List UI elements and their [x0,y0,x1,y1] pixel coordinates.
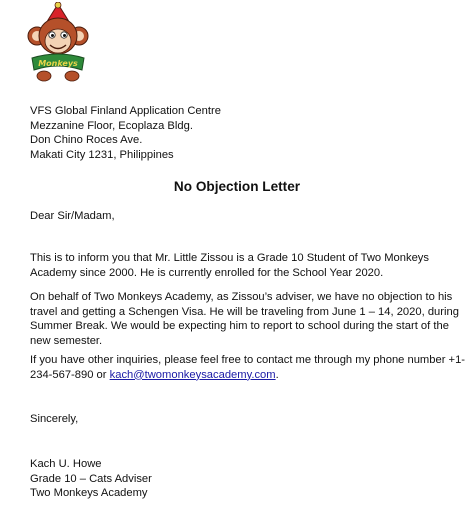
paragraph-line: Academy since 2000. He is currently enrolled for the School Year 2020. [30,266,384,279]
paragraph-enrollment [30,251,460,280]
paragraph-line: This is to inform you that Mr. Little Zissou is a Grade 10 Student of Two Monkeys [30,252,429,264]
paragraph-no-objection [30,290,460,348]
paragraph-line [30,368,460,383]
signer-position: Grade 10 – Cats Adviser [30,472,152,485]
recipient-address [30,104,221,162]
paragraph-line: If you have other inquiries, please feel free to contact me through my phone number +1- [30,354,466,366]
salutation: Dear Sir/Madam, [30,210,115,222]
address-line-1: VFS Global Finland Application Centre [30,105,221,117]
paragraph-line: On behalf of Two Monkeys Academy, as Zissou’s adviser, we have no objection to his [30,291,453,303]
logo-text: Monkeys [38,59,78,68]
signer-name: Kach U. Howe [30,458,102,470]
signature-block [30,457,152,501]
paragraph-line: travel and getting a Schengen Visa. He will be traveling from June 1 – 14, 2020, during [30,305,459,318]
address-line-4: Makati City 1231, Philippines [30,148,174,161]
paragraph-line: new semester. [30,334,103,347]
school-logo [26,2,90,86]
address-line-3: Don Chino Roces Ave. [30,134,143,147]
address-line-2: Mezzanine Floor, Ecoplaza Bldg. [30,119,193,132]
closing: Sincerely, [30,413,79,425]
monkey-logo-icon [26,2,90,86]
paragraph-contact [30,353,466,382]
paragraph-line: Summer Break. We would be expecting him to report to school during the start of the [30,320,449,333]
period-text: . [275,368,279,381]
phone-text: 234-567-890 or [30,368,110,381]
email-link[interactable]: kach@twomonkeysacademy.com [109,368,276,381]
letter-title: No Objection Letter [173,179,301,194]
signer-organization: Two Monkeys Academy [30,487,148,500]
